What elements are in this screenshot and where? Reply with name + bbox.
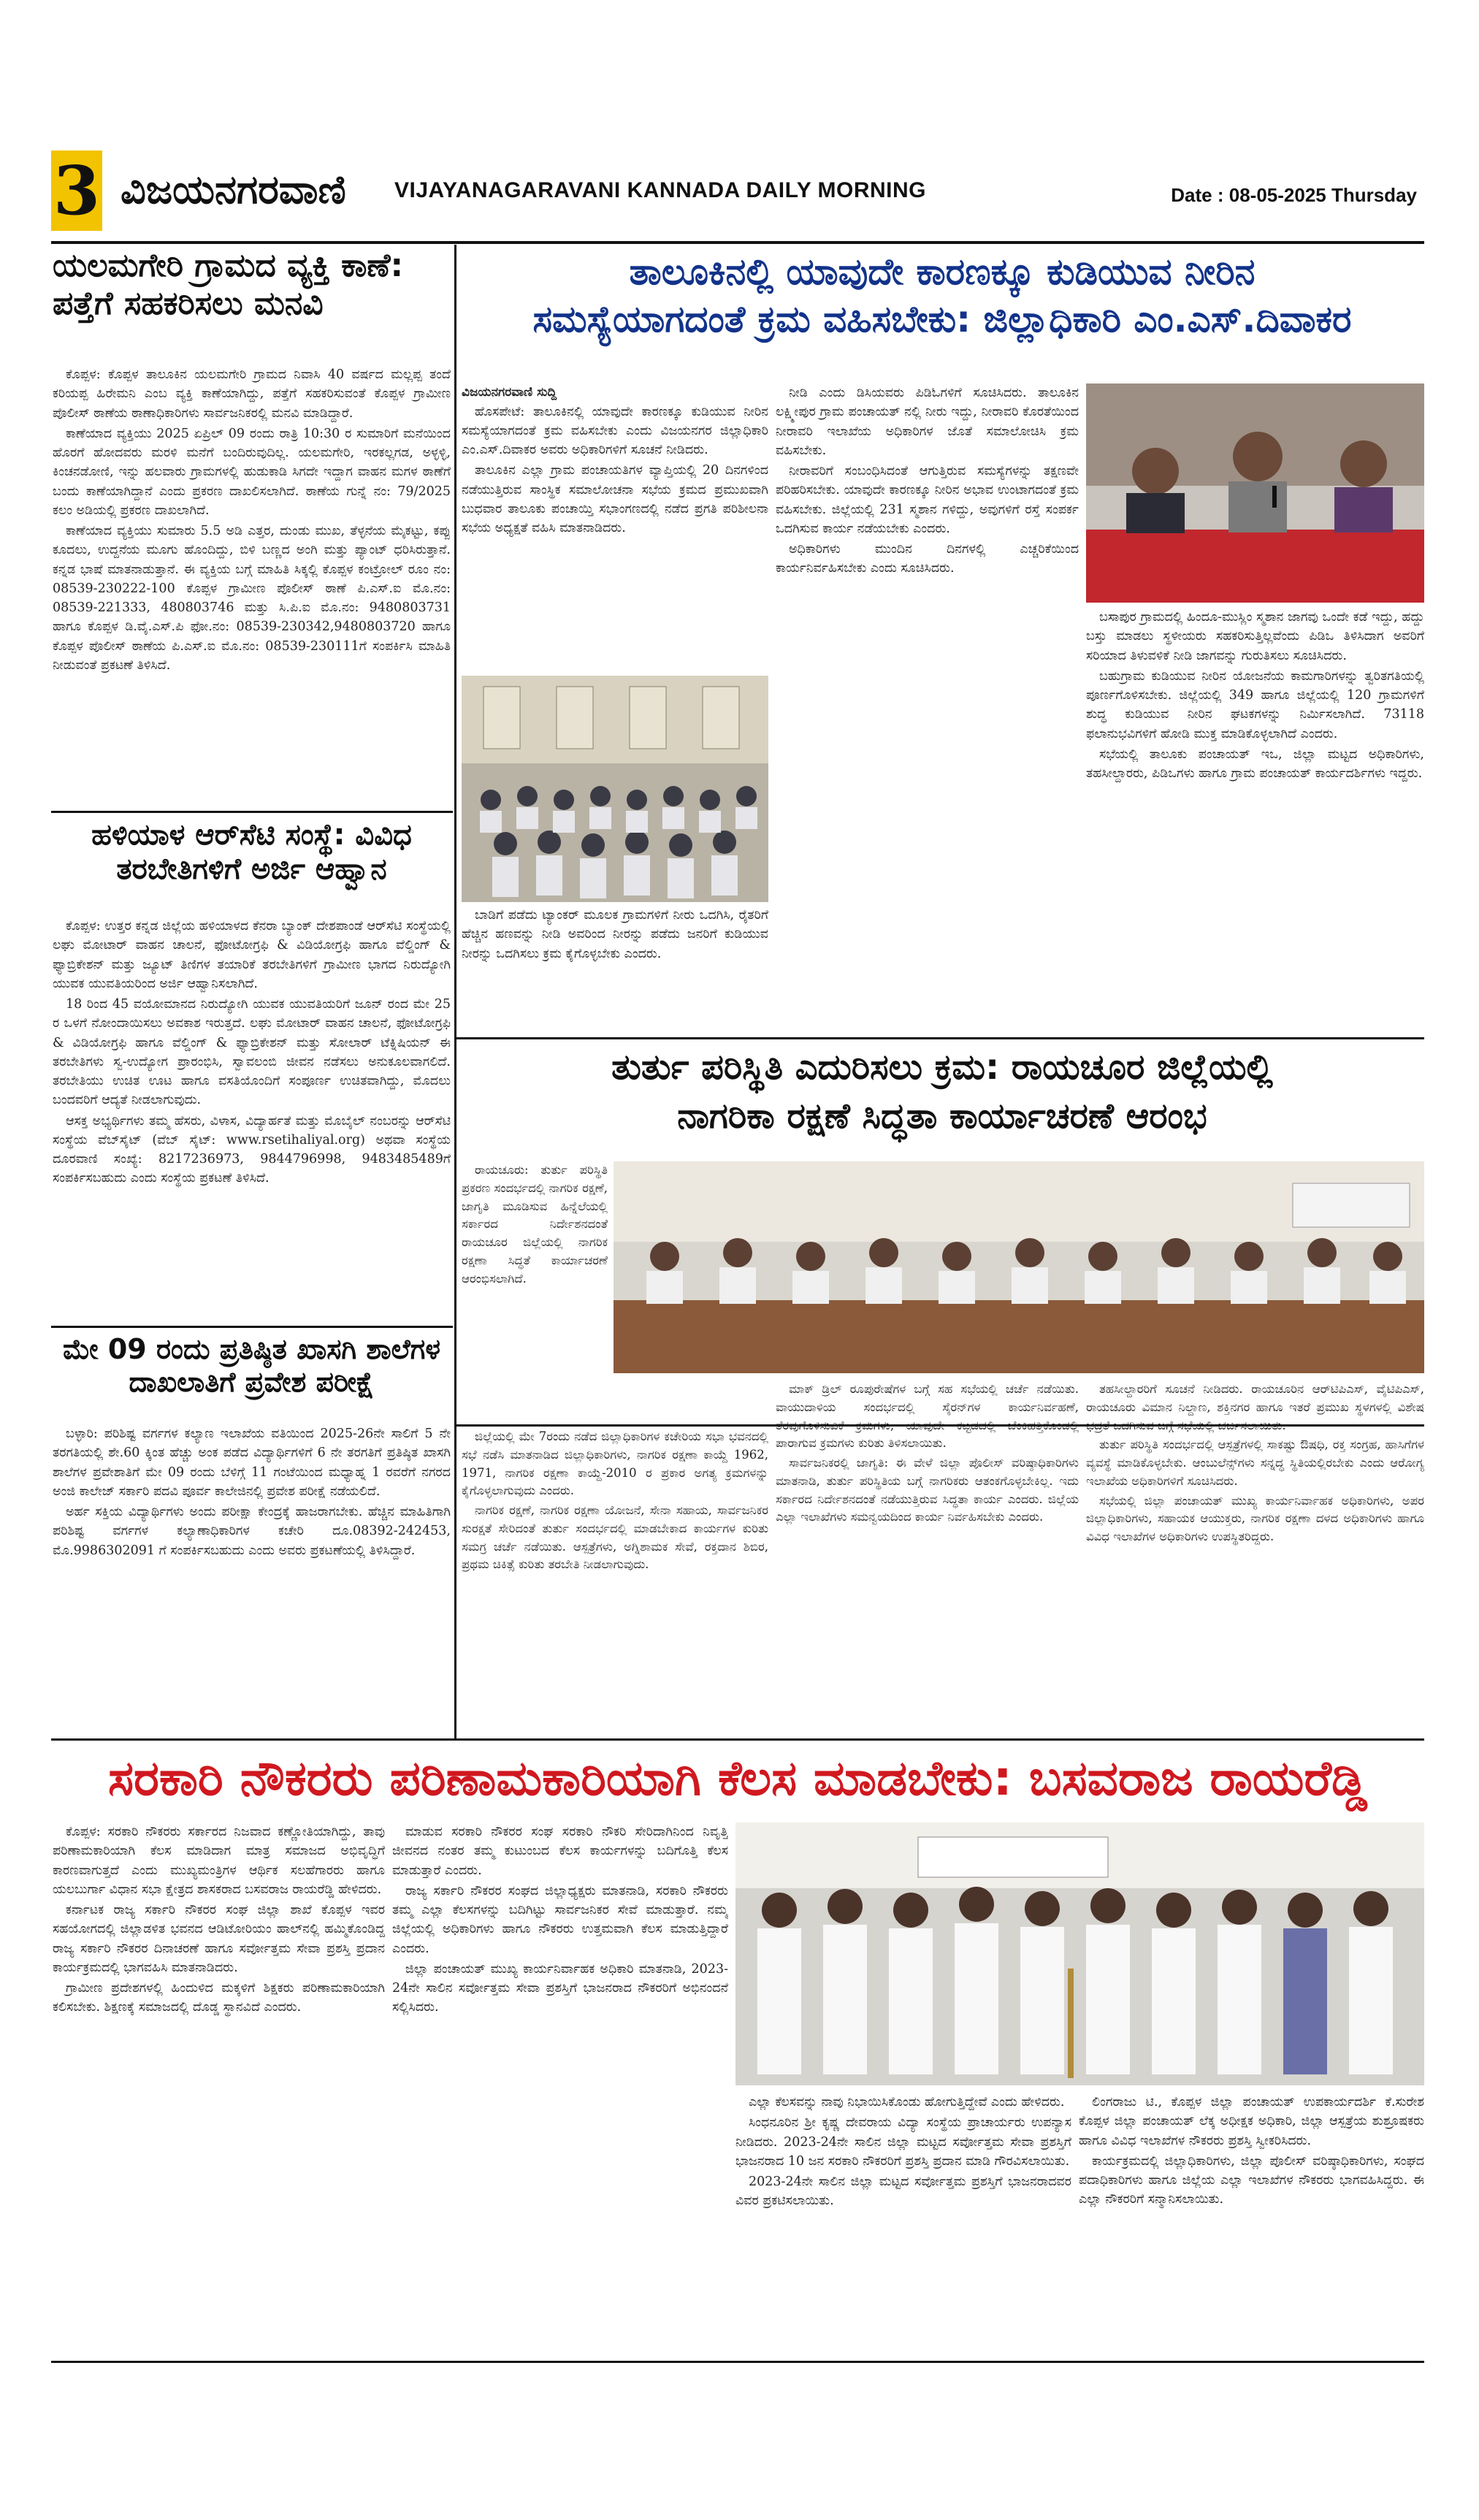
masthead bbox=[51, 146, 1424, 244]
photo-meeting-hall bbox=[462, 676, 768, 902]
paragraph: ಕಾಣೆಯಾದ ವ್ಯಕ್ತಿಯು ಸುಮಾರು 5.5 ಅಡಿ ಎತ್ತರ, ದುಂಡು ಮುಖ, ತೆಳ್ಳನೆಯ ಮೈಕಟ್ಟು, ಕಪ್ಪು ಕೂದಲು, ಉದ್ದನೆಯ ಮೂಗು ಹೊಂದಿದ್ದು, ಬಿಳಿ ಬಣ್ಣದ ಅಂಗಿ ಮತ್ತು ಪ್ಯಾಂಟ್ ಧರಿಸಿರುತ್ತಾನೆ. ಕನ್ನಡ ಭಾಷೆ ಮಾತನಾಡುತ್ತಾನೆ. ಈ ವ್ಯಕ್ತಿಯ ಬಗ್ಗೆ ಮಾಹಿತಿ ಸಿಕ್ಕಲ್ಲಿ ಕೊಪ್ಪಳ ಕಂಟ್ರೋಲ್ ರೂಂ ನಂ: 08539-230222-100 ಕೊಪ್ಪಳ ಗ್ರಾಮೀಣ ಪೊಲೀಸ್ ಠಾಣೆ ಪಿ.ಎಸ್.ಐ ಮೊ.ನಂ: 08539-221333, 480803746 ಮತ್ತು ಸಿ.ಪಿ.ಐ ಮೊ.ನಂ: 9480803731 ಹಾಗೂ ಕೊಪ್ಪಳ ಡಿ.ವೈ.ಎಸ್.ಪಿ ಫೋ.ನಂ: 08539-230342,9480803720 ಹಾಗೂ ಕೊಪ್ಪಳ ಪೊಲೀಸ್ ಠಾಣೆಯ ಪಿ.ಎಸ್.ಐ ಮೊ.ನಂ: 08539-230111ಗೆ ಸಂಪರ್ಕಿಸಿ ಮಾಹಿತಿ ನೀಡುವಂತೆ ಪ್ರಕಟಣೆ ತಿಳಿಸಿದೆ. bbox=[53, 524, 451, 673]
headline-employees: ಸರಕಾರಿ ನೌಕರರು ಪರಿಣಾಮಕಾರಿಯಾಗಿ ಕೆಲಸ ಮಾಡಬೇಕು: ಬಸವರಾಜ ರಾಯರೆಡ್ಡಿ bbox=[107, 1750, 1368, 1806]
headline-water-line1: ತಾಲೂಕಿನಲ್ಲಿ ಯಾವುದೇ ಕಾರಣಕ್ಕೂ ಕುಡಿಯುವ ನೀರಿನ bbox=[629, 251, 1256, 293]
paragraph: ಬಸಾಪುರ ಗ್ರಾಮದಲ್ಲಿ ಹಿಂದೂ-ಮುಸ್ಲಿಂ ಸ್ಮಶಾನ ಜಾಗವು ಒಂದೇ ಕಡೆ ಇದ್ದು, ಹದ್ದು ಬಸ್ತು ಮಾಡಲು ಸ್ಥಳೀಯರು ಸಹಕರಿಸುತ್ತಿಲ್ಲವೆಂದು ಪಿಡಿಒ ತಿಳಿಸಿದಾಗ ಅವರಿಗೆ ಸರಿಯಾದ ತಿಳುವಳಿಕೆ ನೀಡಿ ಜಾಗವನ್ನು ಗುರುತಿಸಲು ಸೂಚಿಸಿದರು. bbox=[1086, 610, 1424, 663]
paragraph: ಸಿಂಧನೂರಿನ ಶ್ರೀ ಕೃಷ್ಣ ದೇವರಾಯ ವಿದ್ಯಾ ಸಂಸ್ಥೆಯ ಪ್ರಾಚಾರ್ಯರು ಉಪನ್ಯಾಸ ನೀಡಿದರು. 2023-24ನೇ ಸಾಲಿನ ಜಿಲ್ಲಾ ಮಟ್ಟದ ಸರ್ವೋತ್ತಮ ಸೇವಾ ಪ್ರಶಸ್ತಿಗೆ ಭಾಜನರಾದ 10 ಜನ ಸರಕಾರಿ ನೌಕರರಿಗೆ ಪ್ರಶಸ್ತಿ ಪ್ರದಾನ ಮಾಡಿ ಗೌರವಿಸಲಾಯಿತು. bbox=[735, 2115, 1071, 2169]
column-rule bbox=[454, 245, 456, 1738]
paragraph: ಕರ್ನಾಟಕ ರಾಜ್ಯ ಸರ್ಕಾರಿ ನೌಕರರ ಸಂಘ ಜಿಲ್ಲಾ ಶಾಖೆ ಕೊಪ್ಪಳ ಇವರ ಸಹಯೋಗದಲ್ಲಿ ಜಿಲ್ಲಾಡಳಿತ ಭವನದ ಆಡಿಟೋರಿಯಂ ಹಾಲ್‌ನಲ್ಲಿ ಹಮ್ಮಿಕೊಂಡಿದ್ದ ರಾಜ್ಯ ಸರ್ಕಾರಿ ನೌಕರರ ದಿನಾಚರಣೆ ಹಾಗೂ ಸರ್ವೋತ್ತಮ ಸೇವಾ ಪ್ರಶಸ್ತಿ ಪ್ರದಾನ ಕಾರ್ಯಕ್ರಮದಲ್ಲಿ ಭಾಗವಹಿಸಿ ಮಾತನಾಡಿದರು. bbox=[53, 1903, 385, 1975]
paragraph: ಜಿಲ್ಲೆಯಲ್ಲಿ ಮೇ 7ರಂದು ನಡೆದ ಜಿಲ್ಲಾಧಿಕಾರಿಗಳ ಕಚೇರಿಯ ಸಭಾ ಭವನದಲ್ಲಿ ಸಭೆ ನಡೆಸಿ ಮಾತನಾಡಿದ ಜಿಲ್ಲಾಧಿಕಾರಿಗಳು, ನಾಗರಿಕ ರಕ್ಷಣಾ ಕಾಯ್ದೆ 1962, 1971, ನಾಗರಿಕ ರಕ್ಷಣಾ ಕಾಯ್ದೆ-2010 ರ ಪ್ರಕಾರ ಅಗತ್ಯ ಕ್ರಮಗಳನ್ನು ಕೈಗೊಳ್ಳಲಾಗುವುದು ಎಂದರು. bbox=[462, 1429, 768, 1498]
section-rule bbox=[51, 1326, 453, 1328]
paragraph: ತುರ್ತು ಪರಿಸ್ಥಿತಿ ಸಂದರ್ಭದಲ್ಲಿ ಆಸ್ಪತ್ರೆಗಳಲ್ಲಿ ಸಾಕಷ್ಟು ಔಷಧಿ, ರಕ್ತ ಸಂಗ್ರಹ, ಹಾಸಿಗೆಗಳ ವ್ಯವಸ್ಥೆ ಮಾಡಿಕೊಳ್ಳಬೇಕು. ಆಂಬುಲೆನ್ಸ್‌ಗಳು ಸನ್ನದ್ಧ ಸ್ಥಿತಿಯಲ್ಲಿರಬೇಕು ಎಂದು ಆರೋಗ್ಯ ಇಲಾಖೆಯ ಅಧಿಕಾರಿಗಳಿಗೆ ಸೂಚಿಸಿದರು. bbox=[1086, 1437, 1424, 1488]
paragraph: ಅರ್ಹ ಸಕ್ತಿಯ ವಿದ್ಯಾರ್ಥಿಗಳು ಅಂದು ಪರೀಕ್ಷಾ ಕೇಂದ್ರಕ್ಕೆ ಹಾಜರಾಗಬೇಕು. ಹೆಚ್ಚಿನ ಮಾಹಿತಿಗಾಗಿ ಪರಿಶಿಷ್ಟ ವರ್ಗಗಳ ಕಲ್ಯಾಣಾಧಿಕಾರಿಗಳ ಕಚೇರಿ ದೂ.08392-242453, ಮೊ.9986302091 ಗೆ ಸಂಪರ್ಕಿಸಬಹುದು ಎಂದು ಅವರು ಪ್ರಕಟಣೆಯಲ್ಲಿ ತಿಳಿಸಿದ್ದಾರೆ. bbox=[53, 1505, 451, 1558]
paragraph: 2023-24ನೇ ಸಾಲಿನ ಜಿಲ್ಲಾ ಮಟ್ಟದ ಸರ್ವೋತ್ತಮ ಪ್ರಶಸ್ತಿಗೆ ಭಾಜನರಾದವರ ವಿವರ ಪ್ರಕಟಿಸಲಾಯಿತು. bbox=[735, 2175, 1071, 2209]
page-number: 3 bbox=[51, 150, 102, 231]
article-civil-col3 bbox=[1086, 1381, 1424, 1735]
headline-rseti: ಹಳಿಯಾಳ ಆರ್‌ಸೆಟಿ ಸಂಸ್ಥೆ: ವಿವಿಧ ತರಬೇತಿಗಳಿಗೆ ಅರ್ಜಿ ಆಹ್ವಾನ bbox=[91, 818, 412, 887]
section-rule bbox=[51, 1738, 1424, 1741]
article-civil-col1b bbox=[462, 1428, 768, 1735]
paragraph: ಕೊಪ್ಪಳ: ಸರಕಾರಿ ನೌಕರರು ಸರ್ಕಾರದ ನಿಜವಾದ ಕಣ್ಣೋತಿಯಾಗಿದ್ದು, ತಾವು ಪರಿಣಾಮಕಾರಿಯಾಗಿ ಕೆಲಸ ಮಾಡಿದಾಗ ಮಾತ್ರ ಸಮಾಜದ ಅಭಿವೃದ್ಧಿಗೆ ಕಾರಣವಾಗುತ್ತದೆ ಎಂದು ಮುಖ್ಯಮಂತ್ರಿಗಳ ಆರ್ಥಿಕ ಸಲಹೆಗಾರರು ಹಾಗೂ ಯಲಬುರ್ಗಾ ವಿಧಾನ ಸಭಾ ಕ್ಷೇತ್ರದ ಶಾಸಕರಾದ ಬಸವರಾಜ ರಾಯರೆಡ್ಡಿ ಹೇಳಿದರು. bbox=[53, 1825, 385, 1897]
paragraph: ಸಾರ್ವಜನಿಕರಲ್ಲಿ ಜಾಗೃತಿ: ಈ ವೇಳೆ ಜಿಲ್ಲಾ ಪೊಲೀಸ್ ವರಿಷ್ಠಾಧಿಕಾರಿಗಳು ಮಾತನಾಡಿ, ತುರ್ತು ಪರಿಸ್ಥಿತಿಯ ಬಗ್ಗೆ ನಾಗರಿಕರು ಆತಂಕಗೊಳ್ಳಬೇಕಿಲ್ಲ. ಇದು ಸರ್ಕಾರದ ನಿರ್ದೇಶನದಂತೆ ನಡೆಯುತ್ತಿರುವ ಸಿದ್ಧತಾ ಕಾರ್ಯ ಎಂದರು. ಜಿಲ್ಲೆಯ ಎಲ್ಲಾ ಇಲಾಖೆಗಳು ಸಮನ್ವಯದಿಂದ ಕಾರ್ಯ ನಿರ್ವಹಿಸಬೇಕು ಎಂದರು. bbox=[776, 1456, 1079, 1524]
article-water-col2 bbox=[776, 383, 1079, 1034]
paragraph: ಮಾಡುವ ಸರಕಾರಿ ನೌಕರರ ಸಂಘ ಸರಕಾರಿ ನೌಕರಿ ಸೇರಿದಾಗಿನಿಂದ ನಿವೃತ್ತಿ ಜೀವನದ ನಂತರ ತಮ್ಮ ಕುಟುಂಬದ ಕೆಲಸ ಕಾರ್ಯಗಳನ್ನು ಬದಿಗೊತ್ತಿ ಕೆಲಸ ಮಾಡುತ್ತಾರೆ ಎಂದರು. bbox=[392, 1825, 728, 1878]
photo-award-ceremony bbox=[735, 1822, 1424, 2085]
paragraph: ಲಿಂಗರಾಜು ಟಿ., ಕೊಪ್ಪಳ ಜಿಲ್ಲಾ ಪಂಚಾಯತ್ ಉಪಕಾರ್ಯದರ್ಶಿ ಕೆ.ಸುರೇಶ ಕೊಪ್ಪಳ ಜಿಲ್ಲಾ ಪಂಚಾಯತ್ ಲೆಕ್ಕ ಅಧೀಕ್ಷಕ ಅಧಿಕಾರಿ, ಜಿಲ್ಲಾ ಆಸ್ಪತ್ರೆಯ ಶುಶ್ರೂಷಕರು ಹಾಗೂ ವಿವಿಧ ಇಲಾಖೆಗಳ ನೌಕರರು ಪ್ರಶಸ್ತಿ ಸ್ವೀಕರಿಸಿದರು. bbox=[1079, 2095, 1424, 2148]
section-rule bbox=[51, 811, 453, 813]
paragraph: ನಾಗರಿಕ ರಕ್ಷಣೆ, ನಾಗರಿಕ ರಕ್ಷಣಾ ಯೋಜನೆ, ಸೇನಾ ಸಹಾಯ, ಸಾರ್ವಜನಿಕರ ಸುರಕ್ಷತೆ ಸೇರಿದಂತೆ ತುರ್ತು ಸಂದರ್ಭದಲ್ಲಿ ಮಾಡಬೇಕಾದ ಕಾರ್ಯಗಳ ಕುರಿತು ಸಮಗ್ರ ಚರ್ಚೆ ನಡೆಯಿತು. ಆಸ್ಪತ್ರೆಗಳು, ಅಗ್ನಿಶಾಮಕ ಸೇವೆ, ರಕ್ತದಾನ ಶಿಬಿರ, ಪ್ರಥಮ ಚಿಕಿತ್ಸೆ ಕುರಿತು ತರಬೇತಿ ನೀಡಲಾಗುವುದು. bbox=[462, 1503, 768, 1572]
paragraph: ಬಾಡಿಗೆ ಪಡೆದು ಟ್ಯಾಂಕರ್ ಮೂಲಕ ಗ್ರಾಮಗಳಿಗೆ ನೀರು ಒದಗಿಸಿ, ರೈತರಿಗೆ ಹೆಚ್ಚಿನ ಹಣವನ್ನು ನೀಡಿ ಅವರಿಂದ ನೀರನ್ನು ಪಡೆದು ಜನರಿಗೆ ಕುಡಿಯುವ ನೀರನ್ನು ಒದಗಿಸಲು ಕ್ರಮ ಕೈಗೊಳ್ಳಬೇಕು ಎಂದರು. bbox=[462, 908, 768, 961]
byline: ವಿಜಯನಗರವಾಣಿ ಸುದ್ದಿ bbox=[462, 385, 557, 400]
paragraph: ಕೊಪ್ಪಳ: ಉತ್ತರ ಕನ್ನಡ ಜಿಲ್ಲೆಯ ಹಳಿಯಾಳದ ಕೆನರಾ ಬ್ಯಾಂಕ್ ದೇಶಪಾಂಡೆ ಆರ್‌ಸೆಟಿ ಸಂಸ್ಥೆಯಲ್ಲಿ ಲಘು ಮೋಟಾರ್ ವಾಹನ ಚಾಲನೆ, ಫೋಟೋಗ್ರಫಿ & ವಿಡಿಯೋಗ್ರಫಿ ಹಾಗೂ ವೆಲ್ಡಿಂಗ್ & ಫ್ಯಾಬ್ರಿಕೇಶನ್ ಮತ್ತು ಜ್ಯೂಟ್ ತಿಣಿಗಳ ತಯಾರಿಕೆ ತರಬೇತಿಗಳಿಗೆ ಗ್ರಾಮೀಣ ಭಾಗದ ನಿರುದ್ಯೋಗಿ ಯುವಕ ಯುವತಿಯರಿಂದ ಅರ್ಜಿ ಆಹ್ವಾನಿಸಲಾಗಿದೆ. bbox=[53, 919, 451, 991]
paragraph: ಬಹುಗ್ರಾಮ ಕುಡಿಯುವ ನೀರಿನ ಯೋಜನೆಯ ಕಾಮಗಾರಿಗಳನ್ನು ತ್ವರಿತಗತಿಯಲ್ಲಿ ಪೂರ್ಣಗೊಳಿಸಬೇಕು. ಜಿಲ್ಲೆಯಲ್ಲಿ 349 ಹಾಗೂ ಜಿಲ್ಲೆಯಲ್ಲಿ 120 ಗ್ರಾಮಗಳಿಗೆ ಶುದ್ಧ ಕುಡಿಯುವ ನೀರಿನ ಘಟಕಗಳನ್ನು ನಿರ್ಮಿಸಲಾಗಿದೆ. 73118 ಫಲಾನುಭವಿಗಳಿಗೆ ಹೋಡಿ ಮುಕ್ತ ಮಾಡಿಕೊಳ್ಳಲಾಗಿದೆ ಎಂದರು. bbox=[1086, 668, 1424, 741]
article-employees-col2 bbox=[392, 1822, 728, 2356]
paragraph: ಜಿಲ್ಲಾ ಪಂಚಾಯತ್ ಮುಖ್ಯ ಕಾರ್ಯನಿರ್ವಾಹಕ ಅಧಿಕಾರಿ ಮಾತನಾಡಿ, 2023-24ನೇ ಸಾಲಿನ ಸರ್ವೋತ್ತಮ ಸೇವಾ ಪ್ರಶಸ್ತಿಗೆ ಭಾಜನರಾದ ನೌಕರರಿಗೆ ಅಭಿನಂದನೆ ಸಲ್ಲಿಸಿದರು. bbox=[392, 1961, 728, 2015]
paragraph: ಕಾಣೆಯಾದ ವ್ಯಕ್ತಿಯು 2025 ಏಪ್ರಿಲ್ 09 ರಂದು ರಾತ್ರಿ 10:30 ರ ಸುಮಾರಿಗೆ ಮನೆಯಿಂದ ಹೊರಗೆ ಹೋದವರು ಮರಳಿ ಮನೆಗೆ ಬಂದಿರುವುದಿಲ್ಲ. ಯಲಮಗೇರಿ, ಇರಕಲ್ಲಗಡ, ಅಳ್ಳಳ್ಳಿ, ಕಿಂಚನಡೋಣಿ, ಇನ್ನು ಹಲವಾರು ಗ್ರಾಮಗಳಲ್ಲಿ ಹುಡುಕಾಡಿ ಸಿಗದೇ ಇದ್ದಾಗ ವಾಹನ ಮಗಳ ಠಾಣೆಗೆ ಬಂದು ಕಾಣೆಯಾಗಿದ್ದಾನೆ ಎಂದು ಪ್ರಕರಣ ದಾಖಲಿಸಲಾಗಿದೆ. ಠಾಣೆಯ ಗುನ್ನೆ ನಂ: 79/2025 ಕಲಂ ಅಡಿಯಲ್ಲಿ ಪ್ರಕರಣ ದಾಖಲಾಗಿದೆ. bbox=[53, 426, 451, 518]
photo-civil-defence-meeting bbox=[614, 1161, 1424, 1373]
headline-school-exam: ಮೇ 09 ರಂದು ಪ್ರತಿಷ್ಠಿತ ಖಾಸಗಿ ಶಾಲೆಗಳ ದಾಖಲಾತಿಗೆ ಪ್ರವೇಶ ಪರೀಕ್ಷೆ bbox=[63, 1333, 440, 1398]
article-employees-col4 bbox=[1079, 2093, 1424, 2356]
paragraph: ಕೊಪ್ಪಳ: ಕೊಪ್ಪಳ ತಾಲೂಕಿನ ಯಲಮಗೇರಿ ಗ್ರಾಮದ ನಿವಾಸಿ 40 ವರ್ಷದ ಮಲ್ಲಪ್ಪ ತಂದೆ ಕರಿಯಪ್ಪ ಹಿರೇಮನಿ ಎಂಬ ವ್ಯಕ್ತಿ ಕಾಣೆಯಾಗಿದ್ದು, ಪತ್ತೆಗೆ ಸಹಕರಿಸುವಂತೆ ಕೊಪ್ಪಳ ಗ್ರಾಮೀಣ ಪೊಲೀಸ್ ಠಾಣೆಯ ಠಾಣಾಧಿಕಾರಿಗಳು ಸಾರ್ವಜನಿಕರಲ್ಲಿ ಮನವಿ ಮಾಡಿದ್ದಾರೆ. bbox=[53, 367, 451, 421]
paragraph: ಸಭೆಯಲ್ಲಿ ತಾಲೂಕು ಪಂಚಾಯತ್ ಇಒ, ಜಿಲ್ಲಾ ಮಟ್ಟದ ಅಧಿಕಾರಿಗಳು, ತಹಸೀಲ್ದಾರರು, ಪಿಡಿಒಗಳು ಹಾಗೂ ಗ್ರಾಮ ಪಂಚಾಯತ್ ಕಾರ್ಯದರ್ಶಿಗಳು ಇದ್ದರು. bbox=[1086, 747, 1424, 781]
paragraph: ಹೊಸಪೇಟೆ: ತಾಲೂಕಿನಲ್ಲಿ ಯಾವುದೇ ಕಾರಣಕ್ಕೂ ಕುಡಿಯುವ ನೀರಿನ ಸಮಸ್ಯೆಯಾಗದಂತೆ ಕ್ರಮ ವಹಿಸಬೇಕು ಎಂದು ವಿಜಯನಗರ ಜಿಲ್ಲಾಧಿಕಾರಿ ಎಂ.ಎಸ್.ದಿವಾಕರ ಅವರು ಅಧಿಕಾರಿಗಳಿಗೆ ಸೂಚನೆ ನೀಡಿದರು. bbox=[462, 404, 768, 457]
paragraph: 18 ರಿಂದ 45 ವಯೋಮಾನದ ನಿರುದ್ಯೋಗಿ ಯುವಕ ಯುವತಿಯರಿಗೆ ಜೂನ್ ರಂದ ಮೇ 25 ರ ಒಳಗೆ ನೋಂದಾಯಿಸಲು ಅವಕಾಶ ಇರುತ್ತದೆ. ಲಘು ಮೋಟಾರ್ ವಾಹನ ಚಾಲನೆ, ಫೋಟೋಗ್ರಫಿ & ವಿಡಿಯೋಗ್ರಫಿ ಹಾಗೂ ವೆಲ್ಡಿಂಗ್ & ಫ್ಯಾಬ್ರಿಕೇಶನ್ ಮತ್ತು ಸೋಲಾರ್ ಟೆಕ್ನಿಷಿಯನ್ ಈ ತರಬೇತಿಗಳು ಸ್ವ-ಉದ್ಯೋಗ ಪ್ರಾರಂಭಿಸಿ, ಸ್ವಾವಲಂಬಿ ಜೀವನ ನಡೆಸಲು ಅನುಕೂಲವಾಗಲಿದೆ. ತರಬೇತಿಯು ಉಚಿತ ಊಟ ಹಾಗೂ ವಸತಿಯೊಂದಿಗೆ ಸಂಪೂರ್ಣ ಉಚಿತವಾಗಿದ್ದು, ಮೊದಲು ಬಂದವರಿಗೆ ಆದ್ಯತೆ ನೀಡಲಾಗುವುದು. bbox=[53, 997, 451, 1108]
paragraph: ಬಳ್ಳಾರಿ: ಪರಿಶಿಷ್ಟ ವರ್ಗಗಳ ಕಲ್ಯಾಣ ಇಲಾಖೆಯ ವತಿಯಿಂದ 2025-26ನೇ ಸಾಲಿಗೆ 5 ನೇ ತರಗತಿಯಲ್ಲಿ ಶೇ.60 ಕ್ಕಿಂತ ಹೆಚ್ಚು ಅಂಕ ಪಡೆದ ವಿದ್ಯಾರ್ಥಿಗಳಿಗೆ 6 ನೇ ತರಗತಿಗೆ ಪ್ರತಿಷ್ಠಿತ ಖಾಸಗಿ ಶಾಲೆಗಳ ಪ್ರವೇಶಾತಿಗೆ ಮೇ 09 ರಂದು ಬೆಳಿಗ್ಗೆ 11 ಗಂಟೆಯಿಂದ ಮಧ್ಯಾಹ್ನ 1 ರವರೆಗೆ ನಗರದ ಅಂಜಿ ಕಾಲೇಜ್ ಸರ್ಕಾರಿ ಪದವಿ ಪೂರ್ವ ಕಾಲೇಜಿನಲ್ಲಿ ಪ್ರವೇಶ ಪರೀಕ್ಷೆ ನಡೆಯಲಿದೆ. bbox=[53, 1427, 451, 1499]
paper-name-kannada: ವಿಜಯನಗರವಾಣಿ bbox=[121, 167, 346, 213]
paragraph: ಆಸಕ್ತ ಅಭ್ಯರ್ಥಿಗಳು ತಮ್ಮ ಹೆಸರು, ವಿಳಾಸ, ವಿದ್ಯಾರ್ಹತೆ ಮತ್ತು ಮೊಬೈಲ್ ನಂಬರನ್ನು ಆರ್‌ಸೆಟಿ ಸಂಸ್ಥೆಯ ವೆಬ್‌ಸೈಟ್ (ವೆಬ್ ಸೈಟ್: www.rsetihaliyal.org) ಅಥವಾ ಸಂಸ್ಥೆಯ ದೂರವಾಣಿ ಸಂಖ್ಯೆ: 8217236973, 9844796998, 9483485489ಗೆ ಸಂಪರ್ಕಿಸಬಹುದು ಎಂದು ಸಂಸ್ಥೆಯ ಪ್ರಕಟಣೆ ತಿಳಿಸಿದೆ. bbox=[53, 1113, 451, 1186]
issue-date: Date : 08-05-2025 Thursday bbox=[1171, 184, 1417, 206]
paragraph: ಗ್ರಾಮೀಣ ಪ್ರದೇಶಗಳಲ್ಲಿ ಹಿಂದುಳಿದ ಮಕ್ಕಳಿಗೆ ಶಿಕ್ಷಕರು ಪರಿಣಾಮಕಾರಿಯಾಗಿ ಕಲಿಸಬೇಕು. ಶಿಕ್ಷಣಕ್ಕೆ ಸಮಾಜದಲ್ಲಿ ದೊಡ್ಡ ಸ್ಥಾನವಿದೆ ಎಂದರು. bbox=[53, 1981, 385, 2015]
paragraph: ಕಾರ್ಯಕ್ರಮದಲ್ಲಿ ಜಿಲ್ಲಾಧಿಕಾರಿಗಳು, ಜಿಲ್ಲಾ ಪೊಲೀಸ್ ವರಿಷ್ಠಾಧಿಕಾರಿಗಳು, ಸಂಘದ ಪದಾಧಿಕಾರಿಗಳು ಹಾಗೂ ಜಿಲ್ಲೆಯ ಎಲ್ಲಾ ಇಲಾಖೆಗಳ ನೌಕರರು ಭಾಗವಹಿಸಿದ್ದರು. ಈ ಎಲ್ಲಾ ನೌಕರರಿಗೆ ಸನ್ಮಾನಿಸಲಾಯಿತು. bbox=[1079, 2153, 1424, 2207]
article-school-exam bbox=[53, 1424, 451, 1735]
article-water-col1b bbox=[462, 906, 768, 1034]
paragraph: ಎಲ್ಲಾ ಕೆಲಸವನ್ನು ನಾವು ನಿಭಾಯಿಸಿಕೊಂಡು ಹೋಗುತ್ತಿದ್ದೇವೆ ಎಂದು ಹೇಳಿದರು. bbox=[749, 2095, 1065, 2109]
headline-missing-person: ಯಲಮಗೇರಿ ಗ್ರಾಮದ ವ್ಯಕ್ತಿ ಕಾಣೆ: ಪತ್ತೆಗೆ ಸಹಕರಿಸಲು ಮನವಿ bbox=[53, 247, 404, 322]
headline-civil-line2: ನಾಗರಿಕಾ ರಕ್ಷಣೆ ಸಿದ್ಧತಾ ಕಾರ್ಯಾಚರಣೆ ಆರಂಭ bbox=[677, 1096, 1207, 1137]
headline-civil-line1: ತುರ್ತು ಪರಿಸ್ಥಿತಿ ಎದುರಿಸಲು ಕ್ರಮ: ರಾಯಚೂರ ಜಿಲ್ಲೆಯಲ್ಲಿ bbox=[611, 1047, 1273, 1088]
paragraph: ರಾಜ್ಯ ಸರ್ಕಾರಿ ನೌಕರರ ಸಂಘದ ಜಿಲ್ಲಾಧ್ಯಕ್ಷರು ಮಾತನಾಡಿ, ಸರಕಾರಿ ನೌಕರರು ತಮ್ಮ ಎಲ್ಲಾ ಕೆಲಸಗಳನ್ನು ಬದಿಗಿಟ್ಟು ಸಾರ್ವಜನಿಕರ ಸೇವೆ ಮಾಡುತ್ತಾರೆ. ನಮ್ಮ ಜಿಲ್ಲೆಯಲ್ಲಿ ಅಧಿಕಾರಿಗಳು ಹಾಗೂ ನೌಕರರು ಉತ್ತಮವಾಗಿ ಕೆಲಸ ಮಾಡುತ್ತಿದ್ದಾರೆ ಎಂದರು. bbox=[392, 1883, 728, 1956]
article-employees-col1 bbox=[53, 1822, 385, 2356]
paragraph: ನೀರಾವರಿಗೆ ಸಂಬಂಧಿಸಿದಂತೆ ಆಗುತ್ತಿರುವ ಸಮಸ್ಯೆಗಳನ್ನು ತಕ್ಷಣವೇ ಪರಿಹರಿಸಬೇಕು. ಯಾವುದೇ ಕಾರಣಕ್ಕೂ ನೀರಿನ ಅಭಾವ ಉಂಟಾಗದಂತೆ ಕ್ರಮ ವಹಿಸಬೇಕು. ಜಿಲ್ಲೆಯಲ್ಲಿ 231 ಸ್ಮಶಾನ ಗಳಿದ್ದು, ಅವುಗಳಿಗೆ ರಸ್ತೆ ಸಂಪರ್ಕ ಒದಗಿಸುವ ಕಾರ್ಯ ನಡೆಯಬೇಕು ಎಂದರು. bbox=[776, 464, 1079, 536]
paper-name-english: VIJAYANAGARAVANI KANNADA DAILY MORNING bbox=[394, 178, 926, 202]
headline-water-line2: ಸಮಸ್ಯೆಯಾಗದಂತೆ ಕ್ರಮ ವಹಿಸಬೇಕು: ಜಿಲ್ಲಾಧಿಕಾರಿ ಎಂ.ಎಸ್.ದಿವಾಕರ bbox=[532, 298, 1352, 340]
paragraph: ನೀಡಿ ಎಂದು ಡಿಸಿಯವರು ಪಿಡಿಓಗಳಿಗೆ ಸೂಚಿಸಿದರು. ತಾಲೂಕಿನ ಲಕ್ಷ್ಮೀಪುರ ಗ್ರಾಮ ಪಂಚಾಯತ್ ನಲ್ಲಿ ನೀರು ಇದ್ದು, ನೀರಾವರಿ ಕೊರತೆಯಿಂದ ನೀರಾವರಿ ಇಲಾಖೆಯ ಅಧಿಕಾರಿಗಳ ಜೊತೆ ಸಮಾಲೋಚಿಸಿ ಕ್ರಮ ವಹಿಸಬೇಕು. bbox=[776, 386, 1079, 458]
photo-officials-dais bbox=[1086, 383, 1424, 603]
paragraph: ರಾಯಚೂರು: ತುರ್ತು ಪರಿಸ್ಥಿತಿ ಪ್ರಕರಣ ಸಂದರ್ಭದಲ್ಲಿ ನಾಗರಿಕ ರಕ್ಷಣೆ, ಜಾಗೃತಿ ಮೂಡಿಸುವ ಹಿನ್ನೆಲೆಯಲ್ಲಿ ಸರ್ಕಾರದ ನಿರ್ದೇಶನದಂತೆ ರಾಯಚೂರ ಜಿಲ್ಲೆಯಲ್ಲಿ ನಾಗರಿಕ ರಕ್ಷಣಾ ಸಿದ್ಧತೆ ಕಾರ್ಯಾಚರಣೆ ಆರಂಭಿಸಲಾಗಿದೆ. bbox=[462, 1163, 608, 1286]
article-rseti bbox=[53, 917, 451, 1322]
footer-rule bbox=[51, 2361, 1424, 2363]
article-water-col3 bbox=[1086, 608, 1424, 1034]
paragraph: ಅಧಿಕಾರಿಗಳು ಮುಂದಿನ ದಿನಗಳಲ್ಲಿ ಎಚ್ಚರಿಕೆಯಿಂದ ಕಾರ್ಯನಿರ್ವಹಿಸಬೇಕು ಎಂದು ಸೂಚಿಸಿದರು. bbox=[776, 542, 1079, 576]
paragraph: ತಹಸೀಲ್ದಾರರಿಗೆ ಸೂಚನೆ ನೀಡಿದರು. ರಾಯಚೂರಿನ ಆರ್‌ಟಿಪಿಎಸ್, ವೈಟಿಪಿಎಸ್, ರಾಯಚೂರು ವಿಮಾನ ನಿಲ್ದಾಣ, ಶಕ್ತಿನಗರ ಹಾಗೂ ಇತರೆ ಪ್ರಮುಖ ಸ್ಥಳಗಳಲ್ಲಿ ವಿಶೇಷ ಭದ್ರತೆ ಒದಗಿಸುವ ಬಗ್ಗೆ ಸಭೆಯಲ್ಲಿ ಚರ್ಚಿಸಲಾಯಿತು. bbox=[1086, 1382, 1424, 1432]
article-civil-col2 bbox=[776, 1381, 1079, 1735]
paragraph: ಮಾಕ್ ಡ್ರಿಲ್ ರೂಪುರೇಷೆಗಳ ಬಗ್ಗೆ ಸಹ ಸಭೆಯಲ್ಲಿ ಚರ್ಚೆ ನಡೆಯಿತು. ವಾಯುದಾಳಿಯ ಸಂದರ್ಭದಲ್ಲಿ ಸೈರನ್‌ಗಳ ಕಾರ್ಯನಿರ್ವಹಣೆ, ತೆರವುಗೊಳಿಸುವಿಕೆ ಕ್ರಮಗಳು, ಯಾವುದೇ ಕಟ್ಟಡದಲ್ಲಿ ಬೆಂಕಿಹತ್ತಿಕೊಂಡಲ್ಲಿ ಪಾರಾಗುವ ಕ್ರಮಗಳು ಕುರಿತು ತಿಳಿಸಲಾಯಿತು. bbox=[776, 1382, 1079, 1451]
headline-water bbox=[460, 248, 1424, 343]
paragraph: ತಾಲೂಕಿನ ಎಲ್ಲಾ ಗ್ರಾಮ ಪಂಚಾಯತಿಗಳ ವ್ಯಾಪ್ತಿಯಲ್ಲಿ 20 ದಿನಗಳಿಂದ ನಡೆಯುತ್ತಿರುವ ಸಾಂಸ್ಥಿಕ ಸಮಾಲೋಚನಾ ಸಭೆಯ ಕ್ರಮದ ಪ್ರಮುಖವಾಗಿ ಬುಧವಾರ ತಾಲೂಕು ಪಂಚಾಯ್ತಿ ಸಭಾಂಗಣದಲ್ಲಿ ನಡೆದ ಪ್ರಗತಿ ಪರಿಶೀಲನಾ ಸಭೆಯ ಅಧ್ಯಕ್ಷತೆ ವಹಿಸಿ ಮಾತನಾಡಿದರು. bbox=[462, 463, 768, 535]
article-missing-person bbox=[53, 365, 451, 807]
paragraph: ಸಭೆಯಲ್ಲಿ ಜಿಲ್ಲಾ ಪಂಚಾಯತ್ ಮುಖ್ಯ ಕಾರ್ಯನಿರ್ವಾಹಕ ಅಧಿಕಾರಿಗಳು, ಅಪರ ಜಿಲ್ಲಾಧಿಕಾರಿಗಳು, ಸಹಾಯಕ ಆಯುಕ್ತರು, ನಾಗರಿಕ ರಕ್ಷಣಾ ದಳದ ಅಧಿಕಾರಿಗಳು ಹಾಗೂ ವಿವಿಧ ಇಲಾಖೆಗಳ ಅಧಿಕಾರಿಗಳು ಉಪಸ್ಥಿತರಿದ್ದರು. bbox=[1086, 1493, 1424, 1543]
headline-civil-defence bbox=[460, 1043, 1424, 1141]
article-water-col1 bbox=[462, 383, 768, 672]
article-civil-col1a bbox=[462, 1161, 608, 1421]
article-employees-col3 bbox=[735, 2093, 1071, 2356]
section-rule bbox=[456, 1037, 1424, 1039]
